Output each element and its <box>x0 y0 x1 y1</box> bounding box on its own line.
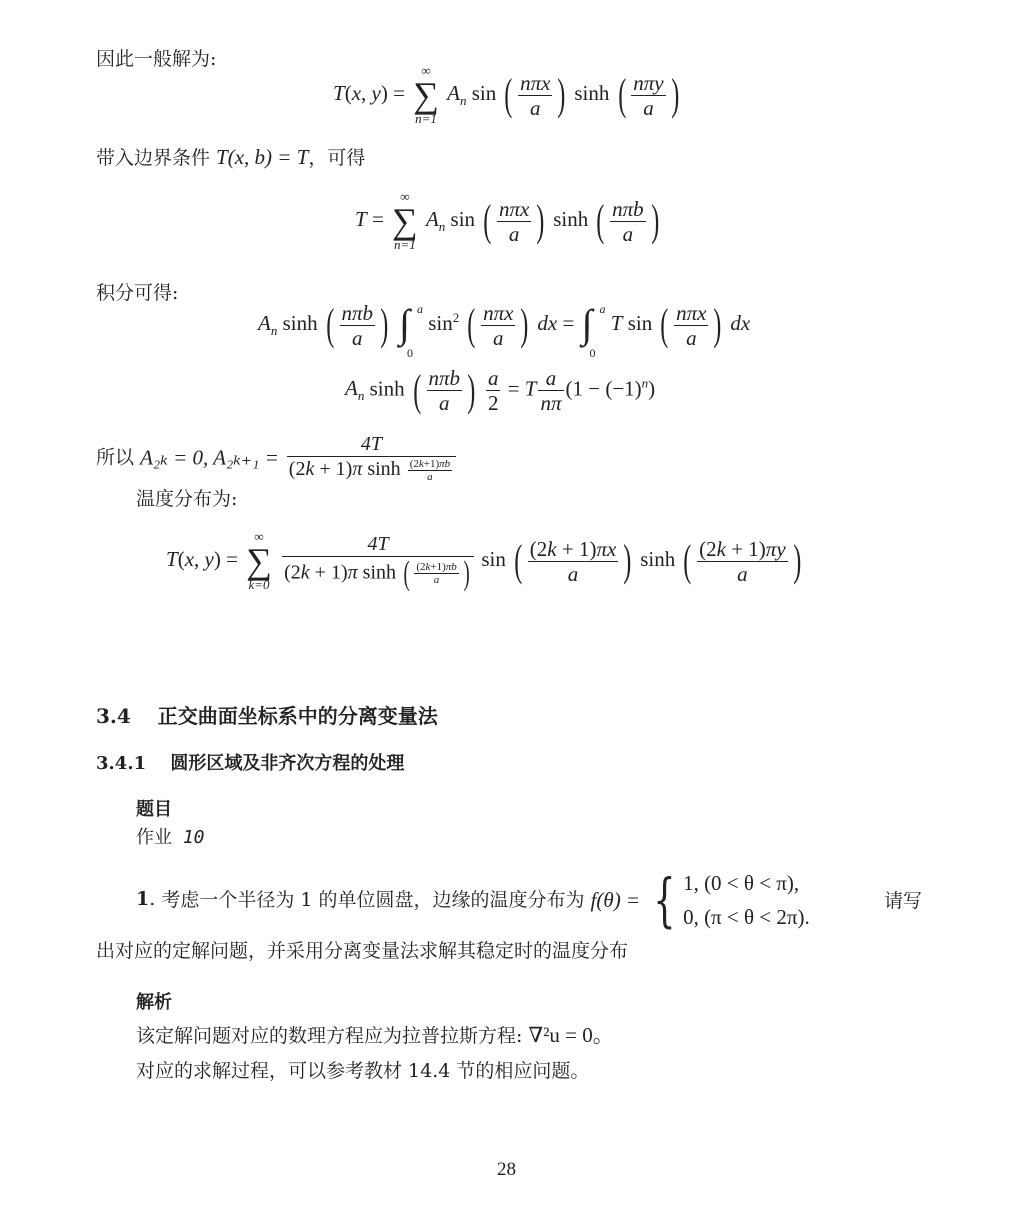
problem-label: 题目 <box>136 799 172 820</box>
coefficient-lhs: A₂ₖ = 0, A₂ₖ₊₁ = <box>140 445 279 470</box>
so-label: 所以 <box>96 446 135 469</box>
section-number: 3.4 <box>96 704 131 728</box>
section-title: 正交曲面坐标系中的分离变量法 <box>157 704 438 728</box>
equation-integral: $A_n$ sinh ( $\frac{\text{nπb}}{a}$ ) ∫ a 0 $\sin^2$ ( $\frac{\text{nπx}}{a}$ ) dx = ∫ a 0 T sin ( $\frac{\text{nπx}}{a}$ ) dx <box>258 300 751 360</box>
boundary-condition-line <box>96 144 365 170</box>
intro-general: 因此一般解为: <box>96 48 217 70</box>
subsection-number: 3.4.1 <box>96 753 147 774</box>
piecewise-cases <box>683 866 810 934</box>
solution-text: 该定解问题对应的数理方程应为拉普拉斯方程: <box>136 1025 523 1047</box>
solution-label: 解析 <box>136 992 172 1013</box>
equation-boundary: T = ∞ ∑ n=1 $A_n$ sin ( $\frac{\text{nπx}}{a}$ ) sinh ( $\frac{\text{nπb}}{a}$ ) <box>355 189 660 252</box>
equation-coefficient: $A_n$ sinh ( $\frac{\text{nπb}}{a}$ ) $\frac{a}{2}$ = T $\frac{a}{n\pi}$ $(1 - (-1)^n)$ <box>345 365 656 415</box>
problem-line-2: 出对应的定解问题，并采用分离变量法求解其稳定时的温度分布 <box>96 940 629 962</box>
subsection-title: 圆形区域及非齐次方程的处理 <box>170 753 405 774</box>
problem-number: 1 <box>136 888 150 910</box>
bc-prefix: 带入边界条件 <box>96 147 211 169</box>
page-number: 28 <box>497 1159 516 1180</box>
homework-prefix: 作业 <box>136 827 172 848</box>
equation-temperature: T(x, y) = ∞ ∑ k=0 4T (2k + 1)π sinh ( $\frac{(2k+1)\pi b}{a}$ ) sin ( $\frac{(2k + 1)\pi x}{a}$ ) sinh ( $\frac{(2k + 1)\pi y}{a}$ ) <box>166 529 801 592</box>
solution-line-1 <box>136 1022 614 1048</box>
temp-dist-label: 温度分布为: <box>136 488 238 510</box>
case-1: 1, (0 < θ < π), <box>683 871 800 895</box>
bc-condition: T(x, b) = T <box>216 145 309 169</box>
homework-label <box>136 826 205 850</box>
problem-function: f(θ) = <box>590 888 641 912</box>
problem-statement: 1. 考虑一个半径为 1 的单位圆盘，边缘的温度分布为 f(θ) = { 1, (0 < θ < π), 0, (π < θ < 2π). <box>136 866 810 934</box>
problem-text: 考虑一个半径为 1 的单位圆盘，边缘的温度分布为 <box>161 889 585 911</box>
subsection-heading <box>96 749 404 775</box>
coefficient-fraction: 4T (2k + 1)π sinh $\frac{(2k+1)\pi b}{a}$ <box>287 432 456 483</box>
case-2: 0, (π < θ < 2π). <box>683 905 810 929</box>
integrate-line: 积分可得: <box>96 282 179 304</box>
equation-general-solution: T(x, y) = ∞ ∑ n=1 $A_n$ sin ( $\frac{\text{nπx}}{a}$ ) sinh ( $\frac{\text{nπy}}{a}$ ) <box>333 63 679 126</box>
homework-number: 10 <box>182 827 205 848</box>
coefficient-result <box>96 432 458 483</box>
solution-line-2: 对应的求解过程，可以参考教材 14.4 节的相应问题。 <box>136 1060 590 1082</box>
problem-tail: 请写 <box>884 890 923 912</box>
section-heading <box>96 700 438 729</box>
laplace-equation: ∇²u = 0。 <box>528 1023 614 1047</box>
bc-suffix: ，可得 <box>308 147 366 169</box>
